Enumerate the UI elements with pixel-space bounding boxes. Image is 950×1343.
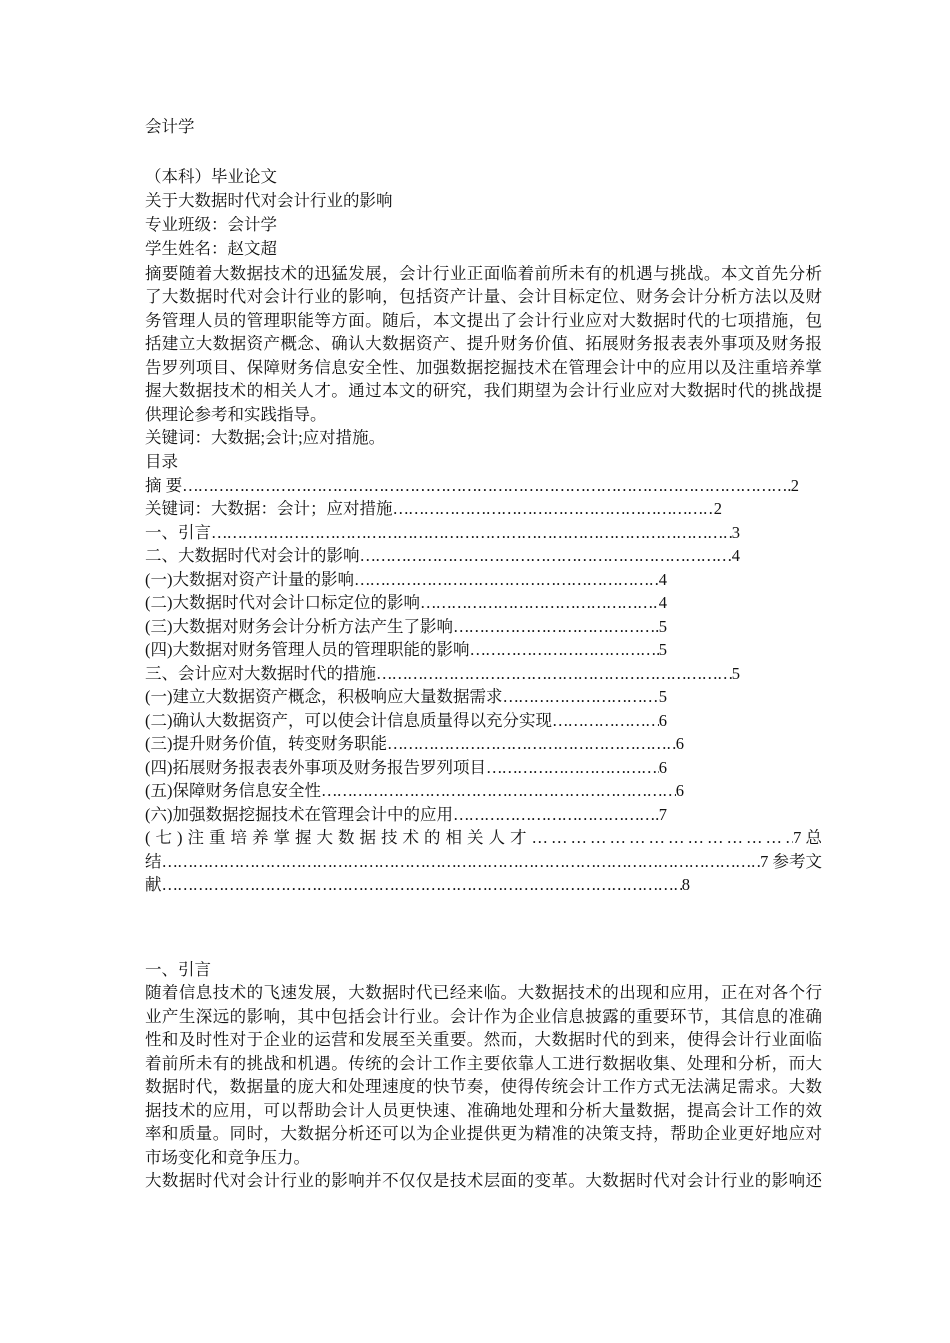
toc-entry[interactable]	[145, 710, 667, 732]
toc-label: 二、大数据时代对会计的影响	[145, 546, 360, 565]
toc-label: (一)大数据对资产计量的影响	[145, 570, 354, 589]
toc-leader	[162, 874, 682, 896]
student-line: 学生姓名：赵文超	[145, 239, 277, 258]
major-line: 专业班级：会计学	[145, 215, 277, 234]
keywords-line: 关键词：大数据;会计;应对措施。	[145, 428, 386, 447]
toc-entry[interactable]	[145, 475, 799, 497]
body-line: 数据时代，数据量的庞大和处理速度的快节奏，使得传统会计工作方式无法满足需求。大数	[145, 1077, 822, 1096]
toc-entry[interactable]	[145, 639, 667, 661]
toc-leader	[162, 851, 761, 873]
toc-entry[interactable]	[145, 804, 667, 826]
toc-page: 2	[790, 476, 799, 495]
toc-entry[interactable]	[145, 522, 740, 544]
toc-leader	[360, 545, 732, 567]
toc-label: 关键词：大数据：会计；应对措施	[145, 499, 393, 518]
toc-page: 2	[713, 499, 722, 518]
abstract-line: 了大数据时代对会计行业的影响，包括资产计量、会计目标定位、财务会计分析方法以及财	[145, 287, 822, 306]
abstract-line: 供理论参考和实践指导。	[145, 405, 327, 424]
toc-label: (三)提升财务价值，转变财务职能	[145, 734, 387, 753]
abstract-line: 摘要随着大数据技术的迅猛发展，会计行业正面临着前所未有的机遇与挑战。本文首先分析	[145, 264, 822, 283]
body-line: 性和及时性对于企业的运营和发展至关重要。然而，大数据时代的到来，使得会计行业面临	[145, 1030, 822, 1049]
toc-page: 5	[658, 687, 667, 706]
toc-page: 7	[760, 852, 769, 871]
toc-leader	[453, 616, 659, 638]
toc-leader	[387, 733, 676, 755]
body-line: 随着信息技术的飞速发展，大数据时代已经来临。大数据技术的出现和应用，正在对各个行	[145, 983, 822, 1002]
body-line: 据技术的应用，可以帮助会计人员更快速、准确地处理和分析大量数据，提高会计工作的效	[145, 1101, 822, 1120]
toc-label: (四)拓展财务报表表外事项及财务报告罗列项目	[145, 758, 486, 777]
toc-page: 5	[731, 664, 740, 683]
abstract-line: 告罗列项目、保障财务信息安全性、加强数据挖掘技术在管理会计中的应用以及注重培养掌	[145, 358, 822, 377]
toc-entry[interactable]	[145, 569, 667, 591]
toc-leader	[321, 780, 676, 802]
toc-leader	[453, 804, 659, 826]
toc-page: 8	[681, 875, 690, 894]
toc-entry[interactable]	[145, 663, 740, 685]
body-line: 业产生深远的影响，其中包括会计行业。会计作为企业信息披露的重要环节，其信息的准确	[145, 1007, 822, 1026]
toc-page: 4	[731, 546, 740, 565]
toc-label: (四)大数据对财务管理人员的管理职能的影响	[145, 640, 470, 659]
body-line: 率和质量。同时，大数据分析还可以为企业提供更为精准的决策支持，帮助企业更好地应对	[145, 1124, 822, 1143]
body-line: 市场变化和竞争压力。	[145, 1148, 310, 1167]
toc-leader	[532, 827, 794, 849]
toc-label: (三)大数据对财务会计分析方法产生了影响	[145, 617, 453, 636]
toc-page: 6	[658, 711, 667, 730]
toc-entry[interactable]	[145, 851, 822, 873]
toc-entry[interactable]	[145, 592, 667, 614]
toc-leader	[420, 592, 659, 614]
toc-label: (一)建立大数据资产概念，积极响应大量数据需求	[145, 687, 503, 706]
toc-wrap-text: 参考文	[772, 852, 822, 871]
abstract-line: 务管理人员的管理职能等方面。随后，本文提出了会计行业应对大数据时代的七项措施，包	[145, 311, 822, 330]
toc-entry[interactable]	[145, 616, 667, 638]
body-line: 着前所未有的挑战和机遇。传统的会计工作主要依靠人工进行数据收集、处理和分析，而大	[145, 1054, 822, 1073]
degree-line: （本科）毕业论文	[145, 167, 277, 186]
toc-label: 三、会计应对大数据时代的措施	[145, 664, 376, 683]
toc-leader	[182, 475, 791, 497]
toc-heading: 目录	[145, 452, 178, 471]
toc-entry[interactable]	[145, 733, 684, 755]
toc-page: 7	[658, 805, 667, 824]
toc-page: 5	[658, 617, 667, 636]
toc-label: (二)确认大数据资产，可以使会计信息质量得以充分实现	[145, 711, 552, 730]
toc-page: 4	[658, 570, 667, 589]
toc-wrap-text: 总	[805, 828, 822, 847]
body-line: 大数据时代对会计行业的影响并不仅仅是技术层面的变革。大数据时代对会计行业的影响还	[145, 1171, 822, 1190]
toc-label: (二)大数据时代对会计口标定位的影响	[145, 593, 420, 612]
toc-entry[interactable]	[145, 757, 667, 779]
toc-page: 5	[658, 640, 667, 659]
toc-label: (六)加强数据挖掘技术在管理会计中的应用	[145, 805, 453, 824]
toc-label: 结	[145, 852, 162, 871]
toc-page: 6	[675, 781, 684, 800]
toc-page: 4	[658, 593, 667, 612]
toc-entry[interactable]	[145, 780, 684, 802]
toc-leader	[354, 569, 659, 591]
toc-label: (五)保障财务信息安全性	[145, 781, 321, 800]
abstract-line: 握大数据技术的相关人才。通过本文的研究，我们期望为会计行业应对大数据时代的挑战提	[145, 381, 822, 400]
toc-entry[interactable]	[145, 498, 722, 520]
toc-page: 7	[793, 828, 802, 847]
toc-leader	[470, 639, 659, 661]
section-heading: 一、引言	[145, 960, 211, 979]
toc-leader	[503, 686, 659, 708]
toc-label: 摘 要	[145, 476, 183, 495]
subject-line: 会计学	[145, 117, 195, 136]
toc-leader	[486, 757, 659, 779]
toc-entry[interactable]	[145, 686, 667, 708]
toc-entry[interactable]	[145, 545, 740, 567]
toc-label: 献	[145, 875, 162, 894]
toc-page: 3	[731, 523, 740, 542]
toc-label: 一、引言	[145, 523, 211, 542]
toc-page: 6	[658, 758, 667, 777]
toc-leader	[393, 498, 714, 520]
toc-entry[interactable]	[145, 874, 690, 896]
toc-leader	[552, 710, 659, 732]
toc-entry[interactable]	[145, 827, 822, 849]
thesis-title: 关于大数据时代对会计行业的影响	[145, 191, 393, 210]
toc-leader	[211, 522, 732, 544]
toc-page: 6	[675, 734, 684, 753]
toc-label: (七)注重培养掌握大数据技术的相关人才	[145, 828, 532, 847]
toc-leader	[376, 663, 732, 685]
abstract-line: 括建立大数据资产概念、确认大数据资产、提升财务价值、拓展财务报表表外事项及财务报	[145, 334, 822, 353]
